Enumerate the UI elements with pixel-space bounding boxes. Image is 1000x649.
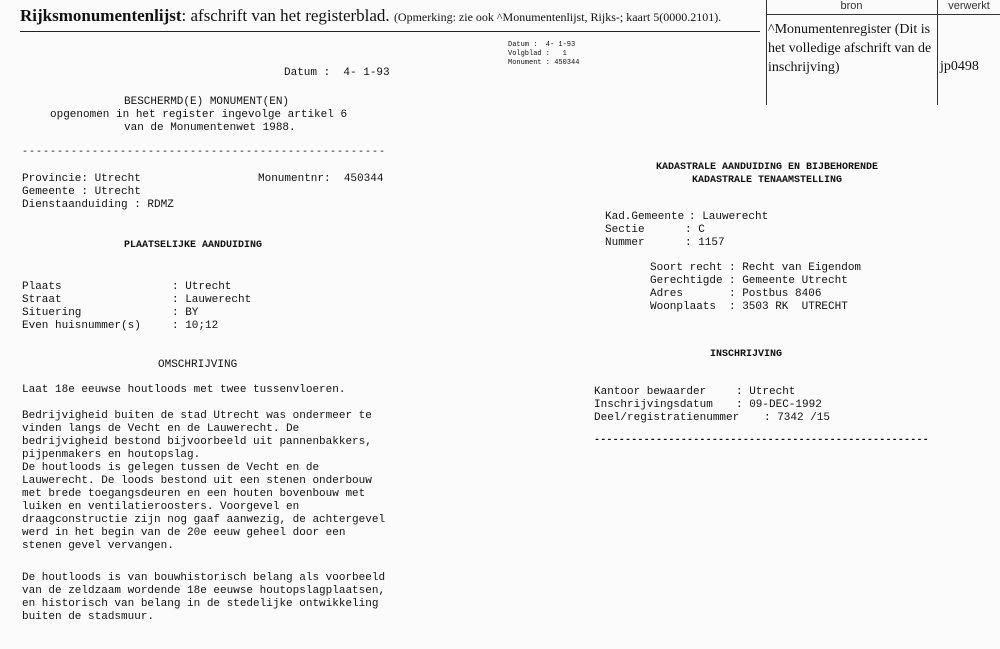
heading-opgenomen: opgenomen in het register ingevolge artikel 6 [50,109,348,121]
kad-label: Sectie [605,224,645,236]
insch-value: : Utrecht [736,386,796,398]
insch-label: Deel/registratienummer [594,412,740,424]
col-header-bron: bron [840,0,863,12]
separator-dashes: ---------------------------------------------------- [22,147,387,158]
kad-value: : Lauwerecht [689,211,769,223]
stamp-volgblad: Volgblad : 1 [508,50,567,58]
recht-value: : 3503 RK UTRECHT [729,301,848,313]
dienstaanduiding: Dienstaanduiding : RDMZ [22,199,174,211]
row-value: : Lauwerecht [172,294,252,306]
recht-label: Woonplaats [650,301,717,313]
insch-value: : 7342 /15 [764,412,831,424]
recht-label: Soort recht [650,262,723,274]
header-title-rest: : afschrift van het registerblad. [181,6,390,25]
kad-value: : 1157 [685,237,725,249]
page-header [20,6,721,26]
header-rule [20,31,760,32]
insch-label: Inschrijvingsdatum [594,399,713,411]
provincie: Provincie: Utrecht [22,173,141,185]
row-label: Even huisnummer(s) [22,320,141,332]
recht-value: : Recht van Eigendom [729,262,862,274]
bron-text: ^Monumentenregister (Dit is het volledige afschrift van de inschrijving) [768,22,932,75]
plaatselijke-title: PLAATSELIJKE AANDUIDING [124,240,263,251]
omschrijving-title: OMSCHRIJVING [158,359,238,371]
heading-monumentenwet: van de Monumentenwet 1988. [124,122,296,134]
gemeente: Gemeente : Utrecht [22,186,141,198]
stamp-datum: Datum : 4- 1-93 [508,41,576,49]
kadastrale-title-2: KADASTRALE TENAAMSTELLING [692,175,843,186]
recht-label: Gerechtigde [650,275,723,287]
verwerkt-text: jp0498 [940,59,979,74]
kad-label: Kad.Gemeente [605,211,685,223]
header-note: (Opmerking: zie ook ^Monumentenlijst, Rijks-; kaart 5(0000.2101). [393,10,722,24]
kad-label: Nummer [605,237,645,249]
paragraph-3: De houtloods is van bouwhistorisch belang als voorbeeld van de zeldzaam wordende 18e eeuwse houtopslagplaatsen, en historisch van belang in de stedelijke ontwikkeling buiten de stadsmuur. [22,572,386,623]
recht-value: : Gemeente Utrecht [729,275,848,287]
row-value: : Utrecht [172,281,232,293]
source-table-divider [766,14,1000,15]
kad-value: : C [685,224,705,236]
row-label: Situering [22,307,82,319]
row-label: Plaats [22,281,62,293]
row-label: Straat [22,294,62,306]
source-table-column-divider [937,0,938,105]
heading-beschermd: BESCHERMD(E) MONUMENT(EN) [124,96,290,108]
inschrijving-title: INSCHRIJVING [710,349,783,360]
recht-value: : Postbus 8406 [729,288,822,300]
insch-label: Kantoor bewaarder [594,386,707,398]
row-value: : 10;12 [172,320,219,332]
paragraph-2: Bedrijvigheid buiten de stad Utrecht was ondermeer te vinden langs de Vecht en de Lauwerecht. De bedrijvigheid bestond bijvoorbeeld uit pannenbakkers, pijpenmakers en houtopslag. De houtloods is gelegen tussen de Vecht en de Lauwerecht. De loods bestond uit een stenen onderbouw met brede toegangsdeuren en een houten bovenbouw met luiken en ventilatieroosters. Voorgevel en draagconstructie zijn nog gaaf aanwezig, de achtergevel werd in het begin van de 20e eeuw geheel door een stenen gevel vervangen. [22,410,386,552]
datum: Datum : 4- 1-93 [284,67,390,79]
row-value: : BY [172,307,199,319]
recht-label: Adres [650,288,684,300]
insch-value: : 09-DEC-1992 [736,399,822,411]
header-title-bold: Rijksmonumentenlijst [20,6,182,25]
col-header-verwerkt: verwerkt [948,0,990,12]
stamp-monument: Monument : 450344 [508,59,580,67]
right-separator-dashes: ------------------------------------------------------ [594,435,929,446]
paragraph-1: Laat 18e eeuwse houtloods met twee tussenvloeren. [22,384,346,396]
monumentnr: Monumentnr: 450344 [258,173,384,185]
kadastrale-title-1: KADASTRALE AANDUIDING EN BIJBEHORENDE [656,162,879,173]
